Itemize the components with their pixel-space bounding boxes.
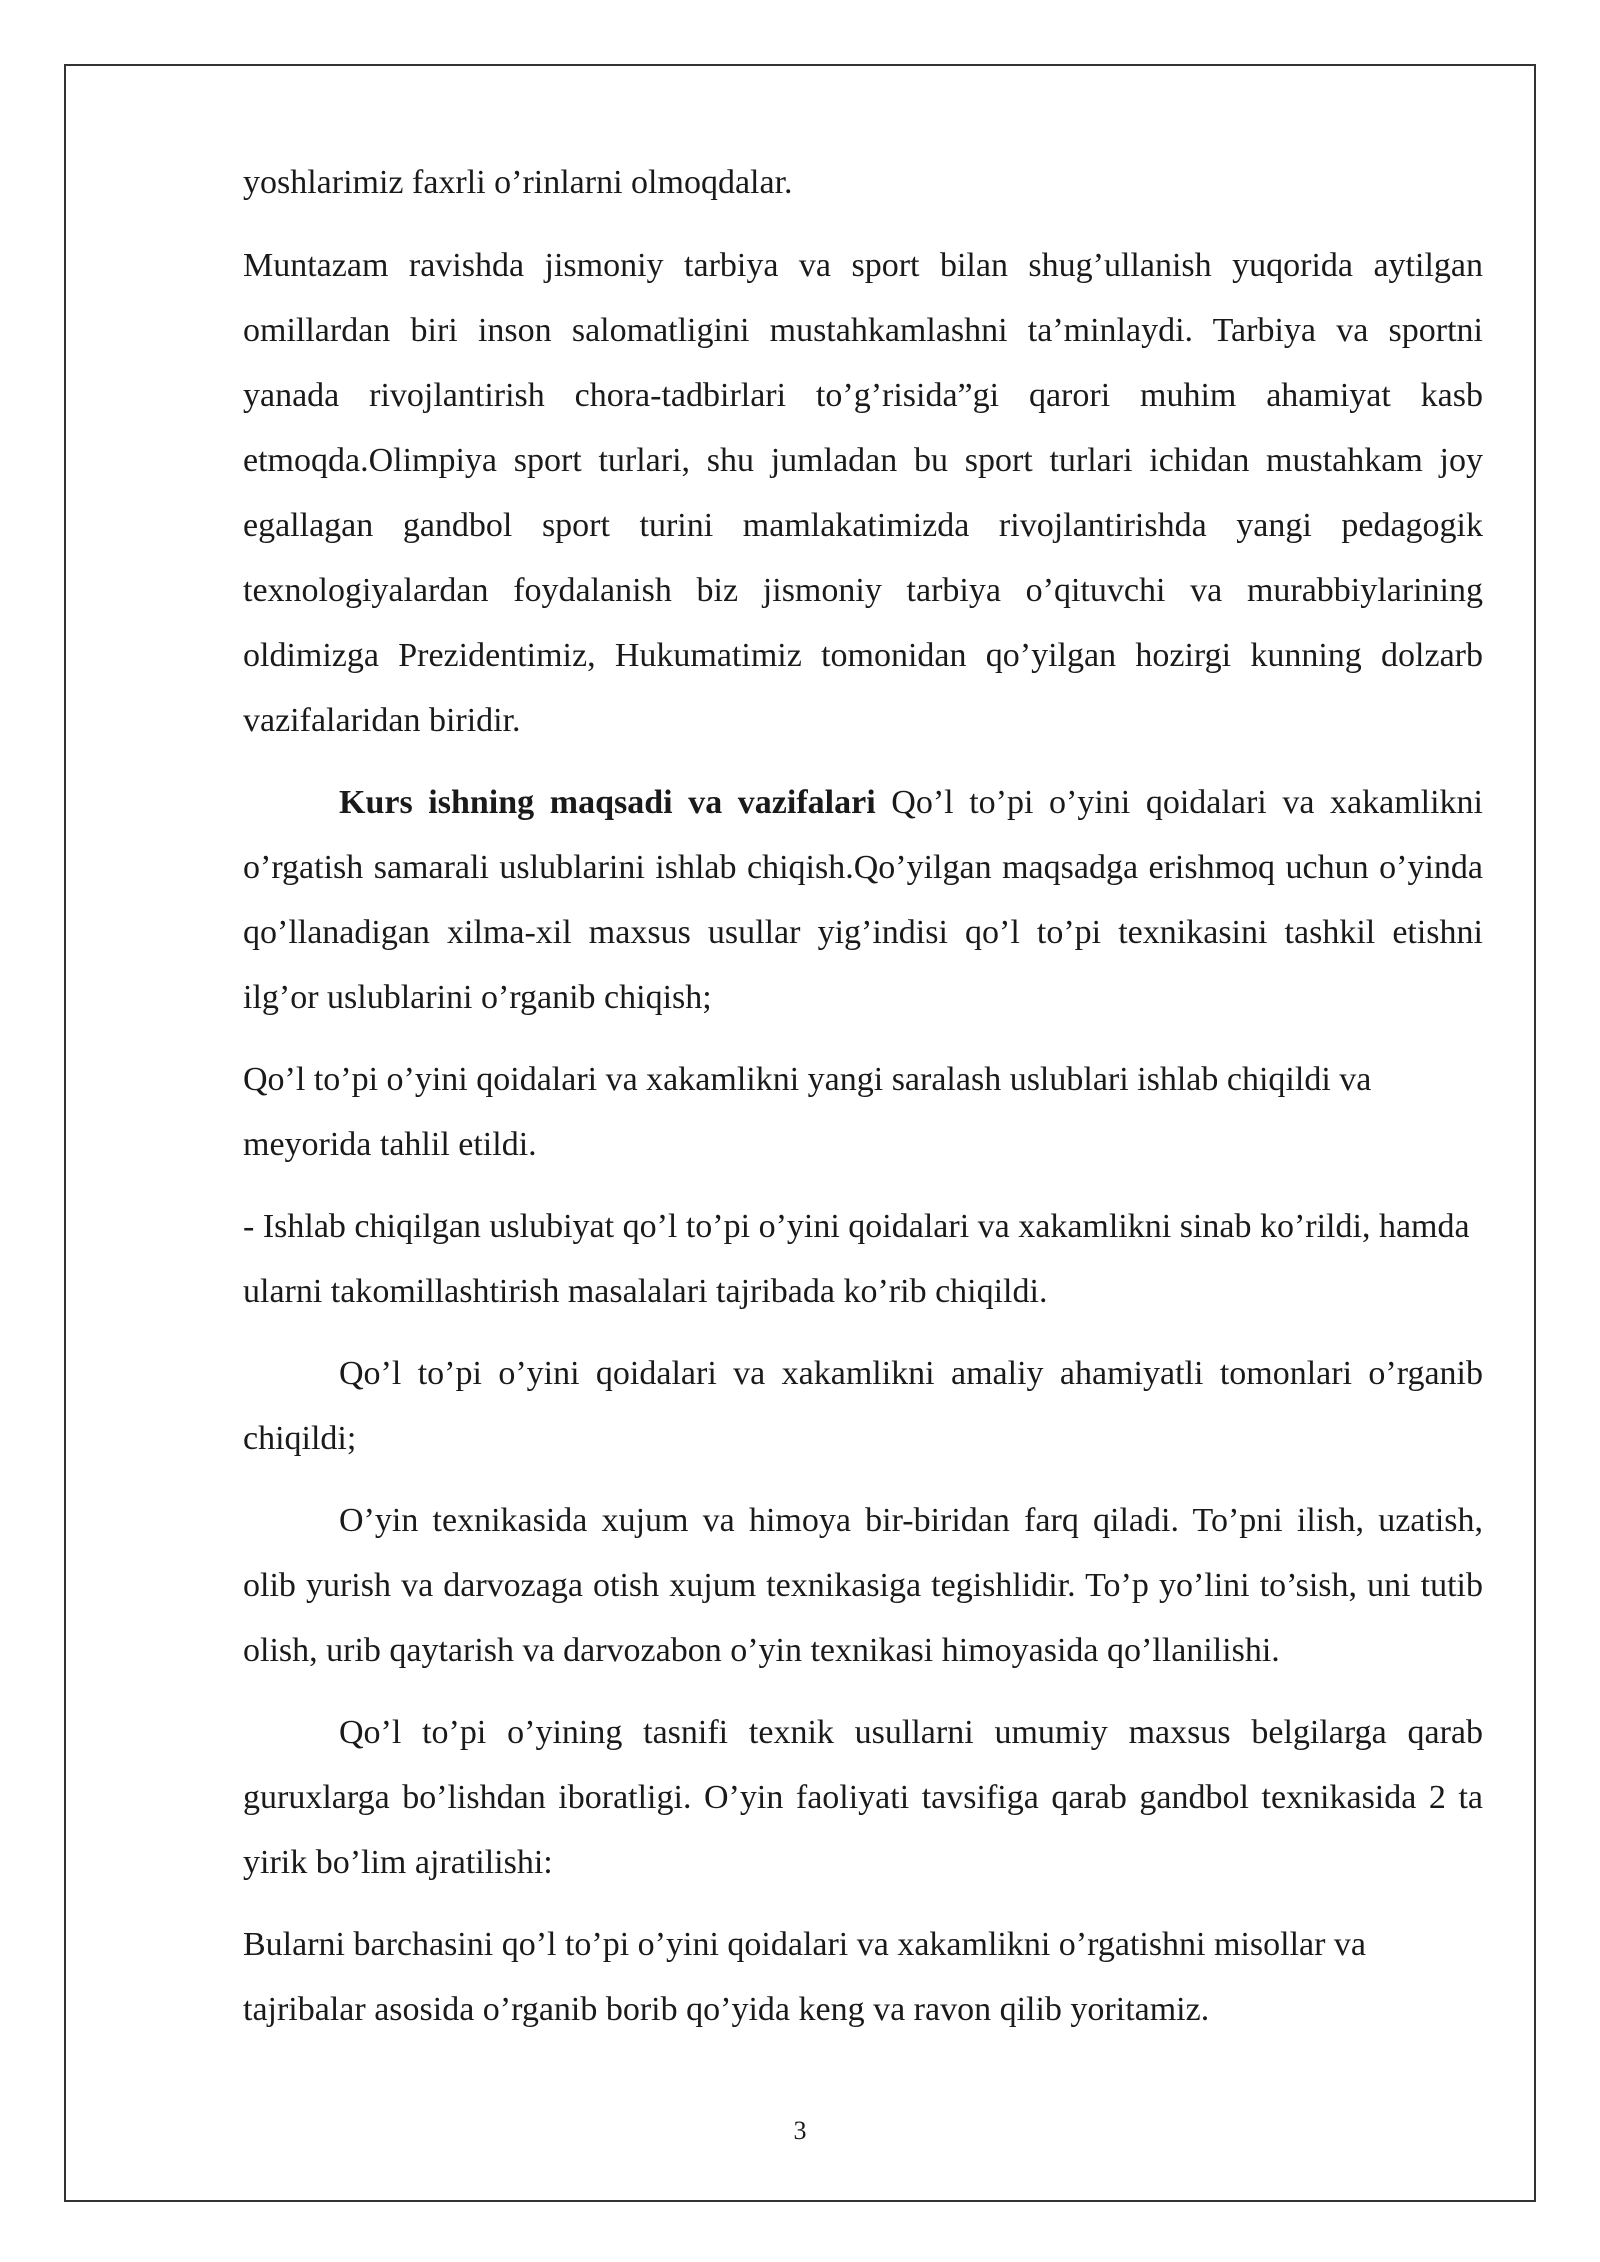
paragraph: Qo’l to’pi o’yining tasnifi texnik usullarni umumiy maxsus belgilarga qarab guruxlarga bo’lishdan iboratligi. O’yin faoliyati tavsifiga qarab gandbol texnikasida 2 ta yirik bo’lim ajratilishi: [243,1714,1483,1881]
paragraph-objectives [243,770,1483,1030]
paragraph: Qo’l to’pi o’yini qoidalari va xakamlikni yangi saralash uslublari ishlab chiqildi va meyorida tahlil etildi. [243,1061,1372,1163]
paragraph: Muntazam ravishda jismoniy tarbiya va sport bilan shug’ullanish yuqorida aytilgan omillardan biri inson salomatligini mustahkamlashni ta’minlaydi. Tarbiya va sportni yanada rivojlantirish chora-tadbirlari to’g’risida”gi qarori muhim ahamiyat kasb etmoqda.Olimpiya sport turlari, shu jumladan bu sport turlari ichidan mustahkam joy egallagan gandbol sport turini mamlakatimizda rivojlantirishda yangi pedagogik texnologiyalardan foydalanish biz jismoniy tarbiya o’qituvchi va murabbiylarining oldimizga Prezidentimiz, Hukumatimiz tomonidan qo’yilgan hozirgi kunning dolzarb vazifalaridan biridir. [243,247,1483,739]
paragraph-text: Qo’l to’pi o’yini qoidalari va xakamlikni o’rgatish samarali uslublarini ishlab chiqish.Qo’yilgan maqsadga erishmoq uchun o’yinda qo’llanadigan xilma-xil maxsus usullar yig’indisi qo’l to’pi texnikasini tashkil etishni ilg’or uslublarini o’rganib chiqish; [243,784,1483,1016]
paragraph: Qo’l to’pi o’yini qoidalari va xakamlikni amaliy ahamiyatli tomonlari o’rganib chiqildi; [243,1355,1483,1457]
paragraph: yoshlarimiz faxrli o’rinlarni olmoqdalar. [243,164,793,201]
section-heading: Kurs ishning maqsadi va vazifalari [339,784,876,821]
paragraph: - Ishlab chiqilgan uslubiyat qo’l to’pi o’yini qoidalari va xakamlikni sinab ko’rildi, hamda ularni takomillashtirish masalalari tajribada ko’rib chiqildi. [243,1208,1470,1310]
document-body [243,150,1483,2042]
paragraph: Bularni barchasini qo’l to’pi o’yini qoidalari va xakamlikni o’rgatishni misollar va tajribalar asosida o’rganib borib qo’yida keng va ravon qilib yoritamiz. [243,1926,1367,2028]
paragraph: O’yin texnikasida xujum va himoya bir-biridan farq qiladi. To’pni ilish, uzatish, olib yurish va darvozaga otish xujum texnikasiga tegishlidir. To’p yo’lini to’sish, uni tutib olish, urib qaytarish va darvozabon o’yin texnikasi himoyasida qo’llanilishi. [243,1502,1483,1669]
page-number: 3 [793,2116,807,2145]
